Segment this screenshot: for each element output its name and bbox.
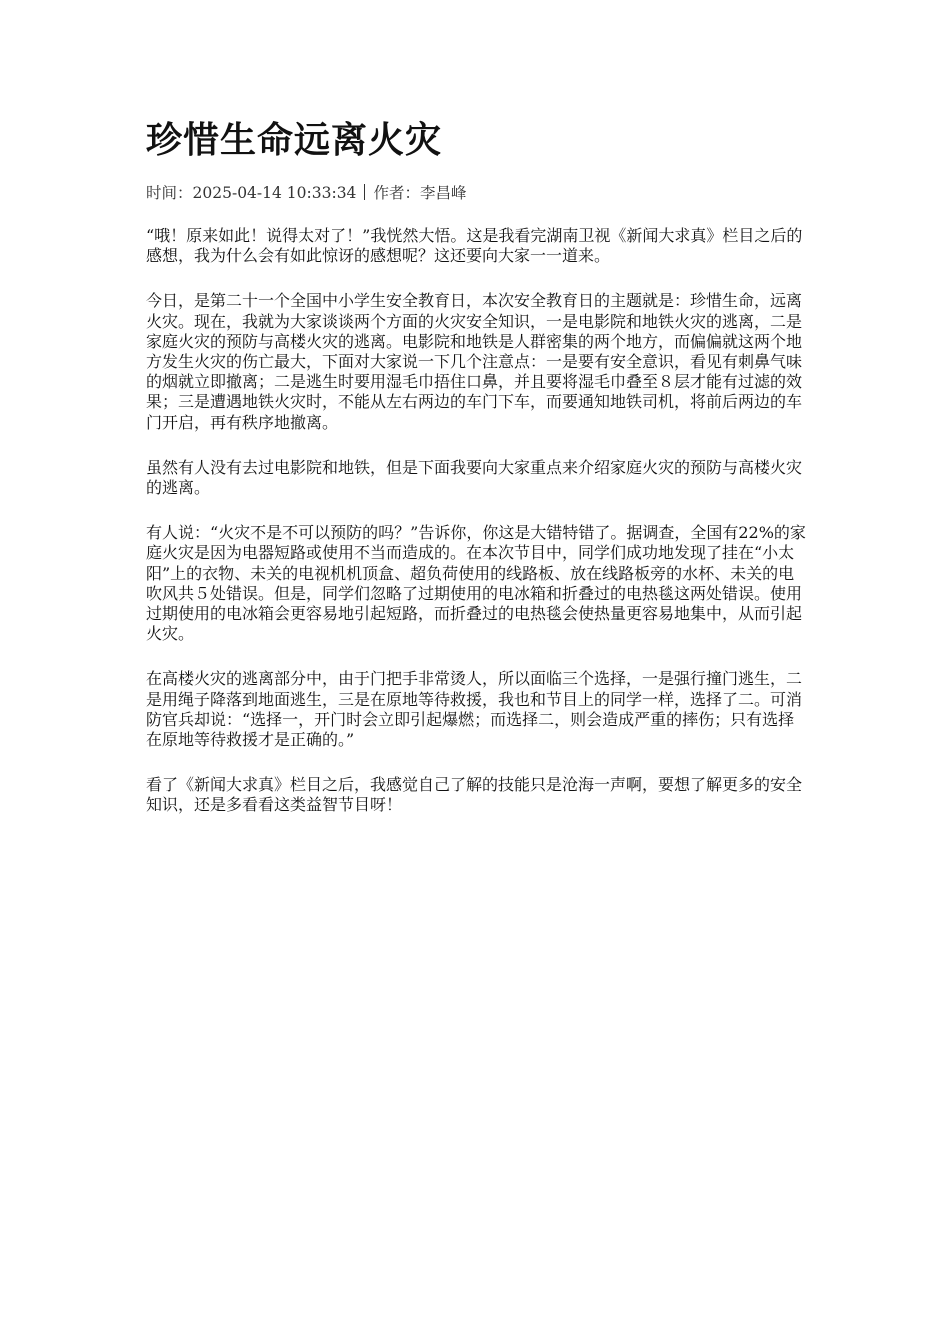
paragraph-4: 有人说：“火灾不是不可以预防的吗？”告诉你，你这是大错特错了。据调查，全国有22%的家庭火灾是因为电器短路或使用不当而造成的。在本次节目中，同学们成功地发现了挂在“小太阳”上的衣物、未关的电视机机顶盒、超负荷使用的线路板、放在线路板旁的水杯、未关的电吹风共５处错误。但是，同学们忽略了过期使用的电冰箱和折叠过的电热毯这两处错误。使用过期使用的电冰箱会更容易地引起短路，而折叠过的电热毯会使热量更容易地集中，从而引起火灾。	[146, 523, 806, 644]
article	[146, 112, 806, 841]
article-body	[146, 226, 806, 816]
time-label: 时间：	[146, 184, 193, 202]
article-title: 珍惜生命远离火灾	[146, 119, 443, 161]
author-name: 李昌峰	[419, 184, 467, 202]
article-meta	[146, 182, 806, 204]
publish-time: 2025-04-14 10:33:34	[192, 184, 357, 202]
paragraph-6: 看了《新闻大求真》栏目之后，我感觉自己了解的技能只是沧海一声啊，要想了解更多的安全知识，还是多看看这类益智节目呀！	[146, 775, 803, 815]
paragraph-1: “哦！原来如此！说得太对了！”我恍然大悟。这是我看完湖南卫视《新闻大求真》栏目之后的感想，我为什么会有如此惊讶的感想呢？这还要向大家一一道来。	[146, 226, 803, 266]
paragraph-2: 今日，是第二十一个全国中小学生安全教育日，本次安全教育日的主题就是：珍惜生命，远离火灾。现在，我就为大家谈谈两个方面的火灾安全知识，一是电影院和地铁火灾的逃离，二是家庭火灾的预防与高楼火灾的逃离。电影院和地铁是人群密集的两个地方，而偏偏就这两个地方发生火灾的伤亡最大，下面对大家说一下几个注意点：一是要有安全意识，看见有刺鼻气味的烟就立即撤离；二是逃生时要用湿毛巾捂住口鼻，并且要将湿毛巾叠至８层才能有过滤的效果；三是遭遇地铁火灾时，不能从左右两边的车门下车，而要通知地铁司机，将前后两边的车门开启，再有秩序地撤离。	[146, 291, 803, 432]
author-label: 作者：	[373, 184, 420, 202]
meta-divider	[364, 184, 365, 200]
paragraph-3: 虽然有人没有去过电影院和地铁，但是下面我要向大家重点来介绍家庭火灾的预防与高楼火灾的逃离。	[146, 457, 803, 498]
paragraph-5: 在高楼火灾的逃离部分中，由于门把手非常烫人，所以面临三个选择，一是强行撞门逃生，二是用绳子降落到地面逃生，三是在原地等待救援，我也和节目上的同学一样，选择了二。可消防官兵却说：“选择一，开门时会立即引起爆燃；而选择二，则会造成严重的摔伤；只有选择在原地等待救援才是正确的。”	[146, 669, 803, 750]
